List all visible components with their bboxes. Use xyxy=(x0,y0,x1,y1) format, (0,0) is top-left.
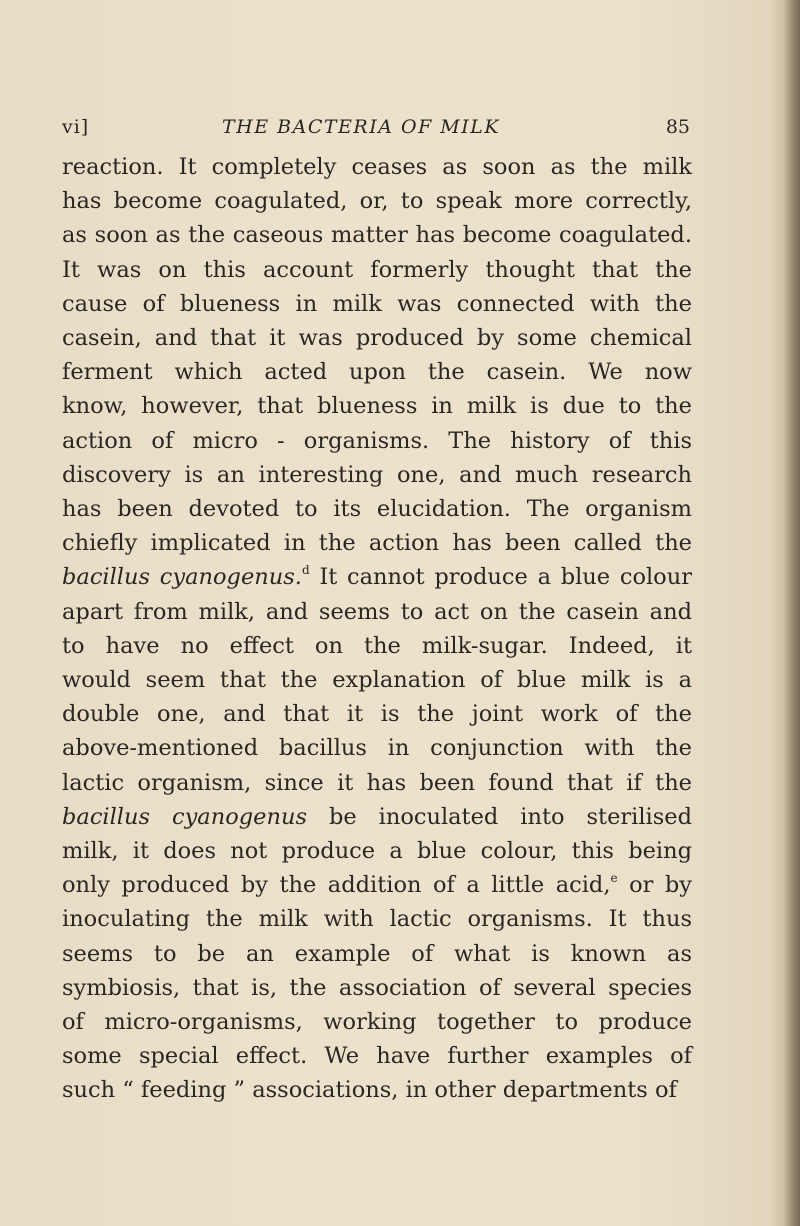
text-line: action of micro - organisms. The history of this xyxy=(62,427,692,454)
text-line: casein, and that it was produced by some chemical xyxy=(62,325,692,352)
text-line: has been devoted to its elucidation. The organism xyxy=(62,496,692,523)
text-line: ferment which acted upon the casein. We now xyxy=(62,359,692,386)
italic-term: bacillus cyanogenus xyxy=(62,803,308,830)
text-line: above-mentioned bacillus in conjunction with the xyxy=(62,735,692,762)
text-line: to have no effect on the milk-sugar. Indeed, it xyxy=(62,632,692,659)
footnote-marker: d xyxy=(301,563,310,578)
text-line: lactic organism, since it has been found that if the xyxy=(62,769,692,796)
text-line: know, however, that blueness in milk is due to the xyxy=(62,393,692,420)
chapter-number: vi] xyxy=(62,116,90,138)
footnote-marker: e xyxy=(610,871,618,886)
running-head xyxy=(62,116,690,146)
text-line: chiefly implicated in the action has been called the xyxy=(62,530,692,557)
italic-term: bacillus cyanogenus. xyxy=(62,564,302,591)
text-line: of micro-organisms, working together to produce xyxy=(62,1009,692,1036)
text-line: It was on this account formerly thought that the xyxy=(62,256,692,283)
text-line: discovery is an interesting one, and much research xyxy=(62,461,692,488)
page-number: 85 xyxy=(665,116,690,138)
text-line: inoculating the milk with lactic organisms. It thus xyxy=(62,906,692,933)
text-line: seems to be an example of what is known as xyxy=(62,940,692,967)
text-line: some special effect. We have further examples of xyxy=(62,1043,692,1070)
running-title: THE BACTERIA OF MILK xyxy=(222,116,501,138)
text-line: would seem that the explanation of blue milk is a xyxy=(62,667,692,694)
text-line: milk, it does not produce a blue colour, this being xyxy=(62,838,692,865)
text-line: symbiosis, that is, the association of several species xyxy=(62,974,692,1001)
text-line: such “ feeding ” associations, in other departments of xyxy=(62,1077,677,1104)
text-line: double one, and that it is the joint work of the xyxy=(62,701,692,728)
text-line: has become coagulated, or, to speak more correctly, xyxy=(62,188,692,215)
text-line: cause of blueness in milk was connected with the xyxy=(62,290,692,317)
text-line: only produced by the addition of a little acid,$^e$ or by xyxy=(62,871,692,899)
text-line: bacillus cyanogenus.$^d$ It cannot produce a blue colour xyxy=(62,563,692,591)
text-line: reaction. It completely ceases as soon as the milk xyxy=(62,154,692,180)
page-edge-dark xyxy=(784,0,800,1226)
text-line: bacillus cyanogenus be inoculated into sterilised xyxy=(62,803,693,830)
body-text xyxy=(62,150,692,1108)
text-line: apart from milk, and seems to act on the casein and xyxy=(62,598,692,625)
text-line: as soon as the caseous matter has become coagulated. xyxy=(62,222,692,249)
